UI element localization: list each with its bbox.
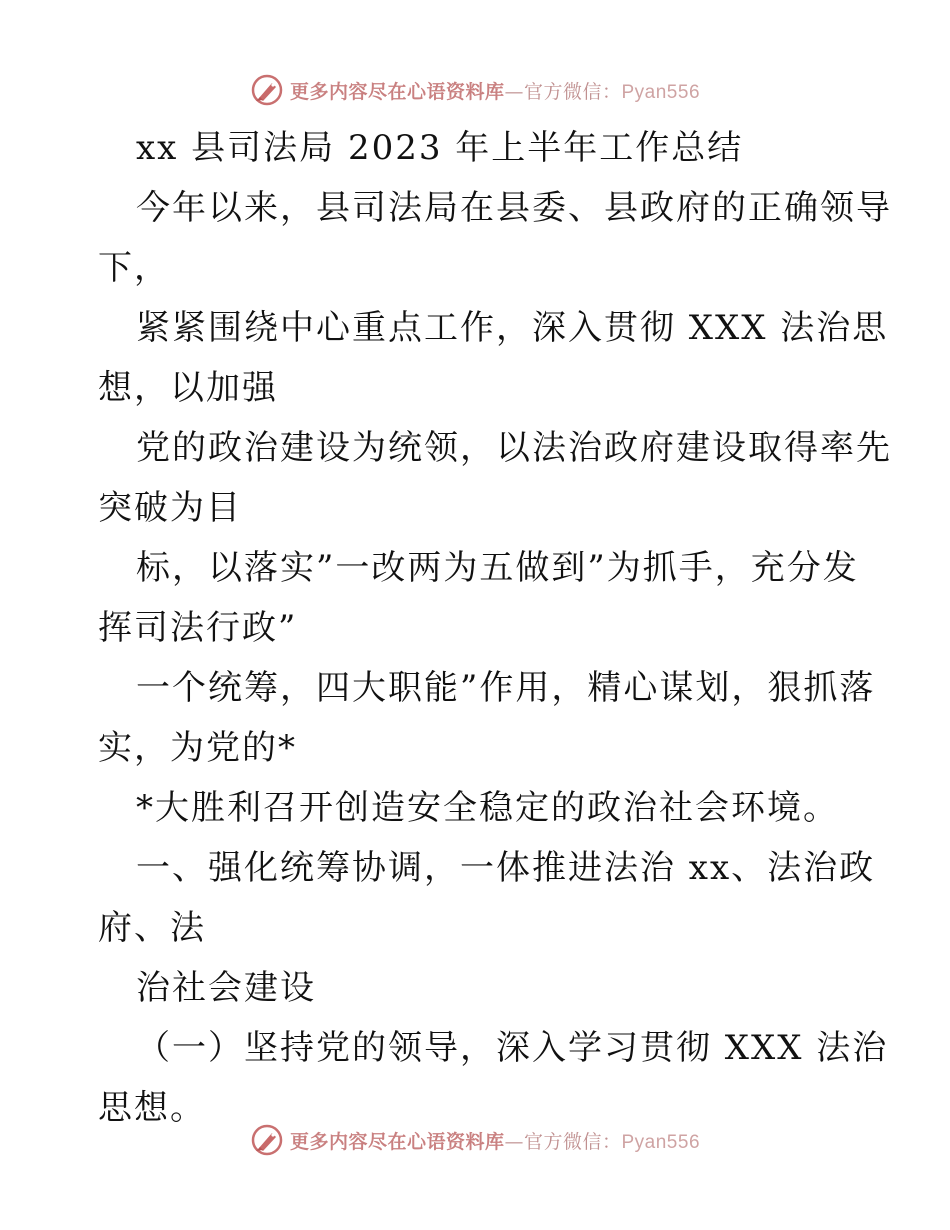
watermark-main-text: 更多内容尽在心语资料库	[289, 80, 505, 103]
pen-nib-logo-icon	[250, 73, 284, 107]
paragraph-line: 今年以来，县司法局在县委、县政府的正确领导	[136, 188, 892, 228]
document-title: xx 县司法局 2023 年上半年工作总结	[136, 128, 744, 168]
section-heading-continued: 治社会建设	[136, 968, 316, 1008]
watermark-wechat-id: Pyan556	[621, 81, 701, 103]
watermark-wechat-label: 官方微信：	[523, 1130, 622, 1153]
watermark-dash: —	[504, 1130, 524, 1153]
subsection-heading: （一）坚持党的领导，深入学习贯彻 XXX 法治	[136, 1028, 889, 1068]
pen-nib-logo-icon	[250, 1123, 284, 1157]
subsection-heading-continued: 思想。	[98, 1088, 206, 1128]
section-heading-continued: 府、法	[98, 908, 206, 948]
paragraph-line: 突破为目	[98, 488, 242, 528]
paragraph-line: 下，	[98, 248, 170, 288]
watermark-wechat-id: Pyan556	[621, 1131, 701, 1153]
paragraph-line: *大胜利召开创造安全稳定的政治社会环境。	[136, 788, 839, 828]
paragraph-line: 标，以落实”一改两为五做到”为抓手，充分发	[136, 548, 859, 588]
watermark-main-text: 更多内容尽在心语资料库	[289, 1130, 505, 1153]
paragraph-line: 党的政治建设为统领，以法治政府建设取得率先	[136, 428, 892, 468]
footer-watermark	[0, 1120, 950, 1160]
paragraph-line: 实，为党的*	[98, 728, 297, 768]
section-heading: 一、强化统筹协调，一体推进法治 xx、法治政	[136, 848, 876, 888]
document-body	[98, 118, 892, 1138]
watermark-dash: —	[504, 80, 524, 103]
paragraph-line: 挥司法行政”	[98, 608, 298, 648]
header-watermark	[0, 70, 950, 110]
paragraph-line: 想，以加强	[98, 368, 278, 408]
paragraph-line: 紧紧围绕中心重点工作，深入贯彻 XXX 法治思	[136, 308, 889, 348]
paragraph-line: 一个统筹，四大职能”作用，精心谋划，狠抓落	[136, 668, 876, 708]
watermark-wechat-label: 官方微信：	[523, 80, 622, 103]
